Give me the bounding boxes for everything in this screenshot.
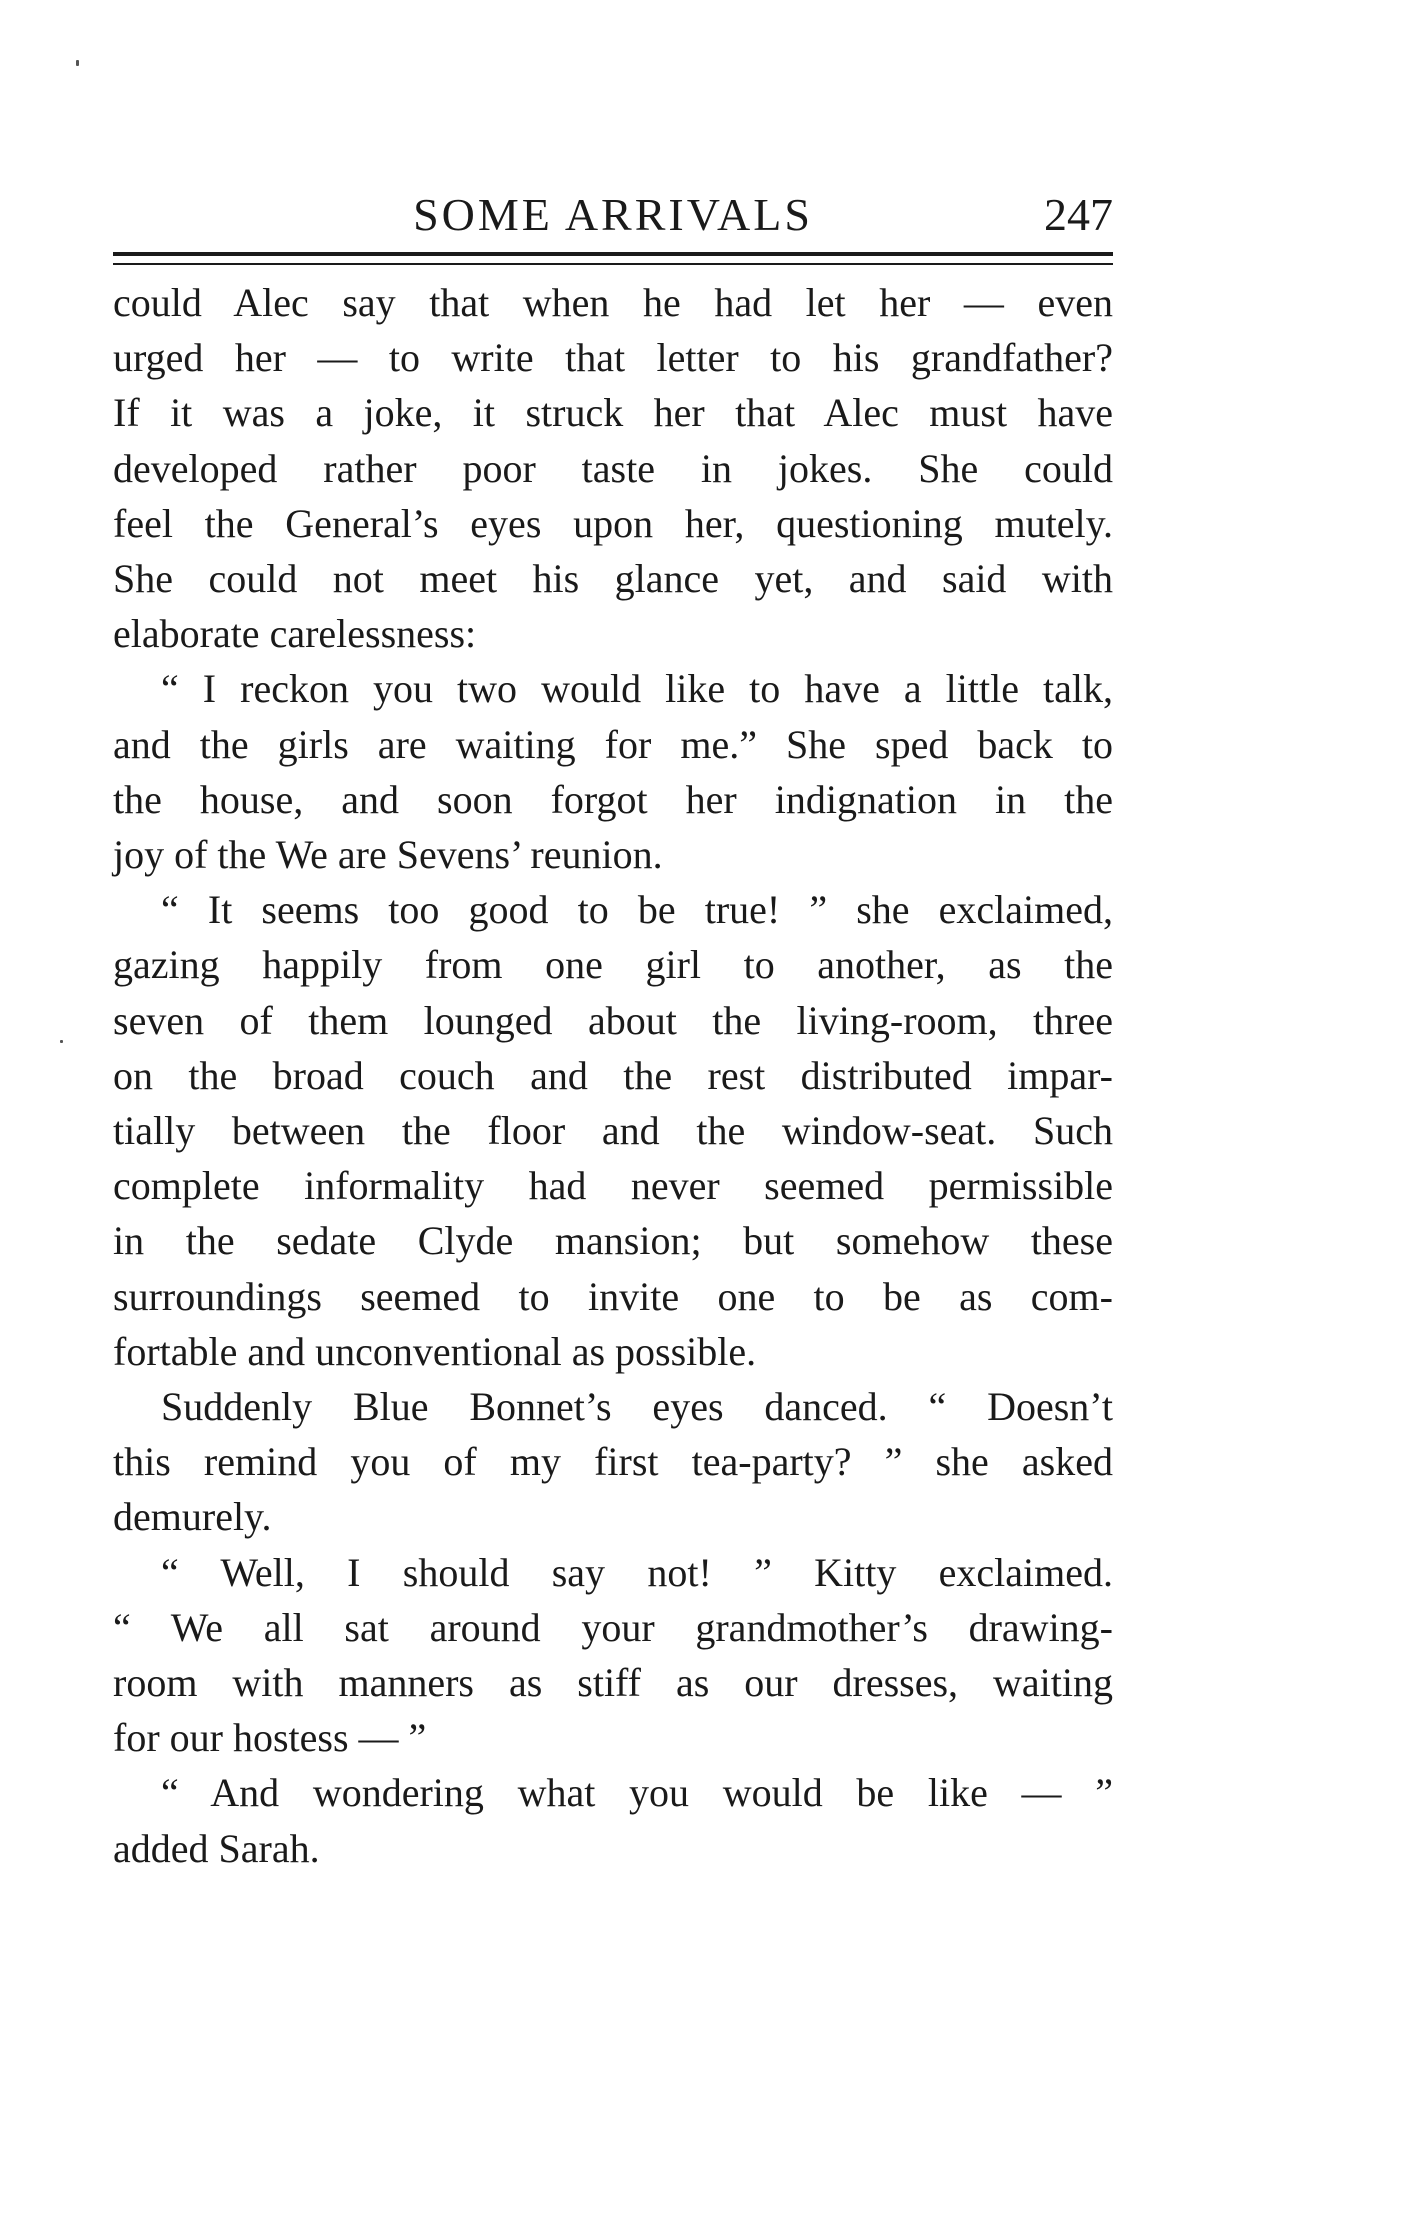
text-line: urged her — to write that letter to his grandfather?: [113, 335, 1113, 381]
text-line: fortable and unconventional as possible.: [113, 1328, 757, 1374]
text-line: this remind you of my first tea-party? ” she asked: [113, 1439, 1113, 1485]
text-line: tially between the floor and the window-seat. Such: [113, 1108, 1113, 1154]
page-number: 247: [1044, 189, 1113, 240]
text-line: Suddenly Blue Bonnet’s eyes danced. “ Doesn’t: [161, 1384, 1113, 1430]
body-text: [113, 275, 1113, 1876]
header-rule: [113, 252, 1113, 265]
book-page: [113, 180, 1113, 1876]
text-line: elaborate carelessness:: [113, 611, 477, 657]
text-line: room with manners as stiff as our dresses, waiting: [113, 1660, 1113, 1706]
paragraph: [113, 275, 1113, 661]
text-line: She could not meet his glance yet, and said with: [113, 556, 1113, 602]
text-line: “ I reckon you two would like to have a little talk,: [161, 666, 1113, 712]
text-line: “ Well, I should say not! ” Kitty exclaimed.: [161, 1549, 1113, 1595]
text-line: gazing happily from one girl to another, as the: [113, 942, 1113, 988]
text-line: If it was a joke, it struck her that Alec must have: [113, 390, 1113, 436]
text-line: seven of them lounged about the living-room, three: [113, 997, 1113, 1043]
text-line: in the sedate Clyde mansion; but somehow these: [113, 1218, 1113, 1264]
text-line: and the girls are waiting for me.” She sped back to: [113, 721, 1113, 767]
text-line: developed rather poor taste in jokes. She could: [113, 445, 1113, 491]
text-line: on the broad couch and the rest distributed impar-: [113, 1052, 1113, 1098]
text-line: “ We all sat around your grandmother’s drawing-: [113, 1604, 1113, 1650]
text-line: added Sarah.: [113, 1825, 320, 1871]
text-line: feel the General’s eyes upon her, questioning mutely.: [113, 500, 1113, 546]
text-line: “ It seems too good to be true! ” she exclaimed,: [161, 887, 1113, 933]
paragraph: [113, 1545, 1113, 1766]
text-line: “ And wondering what you would be like — ”: [161, 1770, 1113, 1816]
text-line: surroundings seemed to invite one to be as com-: [113, 1273, 1113, 1319]
text-line: complete informality had never seemed permissible: [113, 1163, 1113, 1209]
text-line: joy of the We are Sevens’ reunion.: [113, 832, 663, 878]
paragraph: [113, 1765, 1113, 1875]
paragraph: [113, 661, 1113, 882]
paragraph: [113, 882, 1113, 1379]
text-line: for our hostess — ”: [113, 1715, 427, 1761]
running-title: SOME ARRIVALS: [413, 189, 813, 240]
text-line: the house, and soon forgot her indignation in the: [113, 776, 1113, 822]
text-line: could Alec say that when he had let her — even: [113, 280, 1113, 325]
running-head: [113, 180, 1113, 246]
paragraph: [113, 1379, 1113, 1545]
text-line: demurely.: [113, 1494, 272, 1540]
